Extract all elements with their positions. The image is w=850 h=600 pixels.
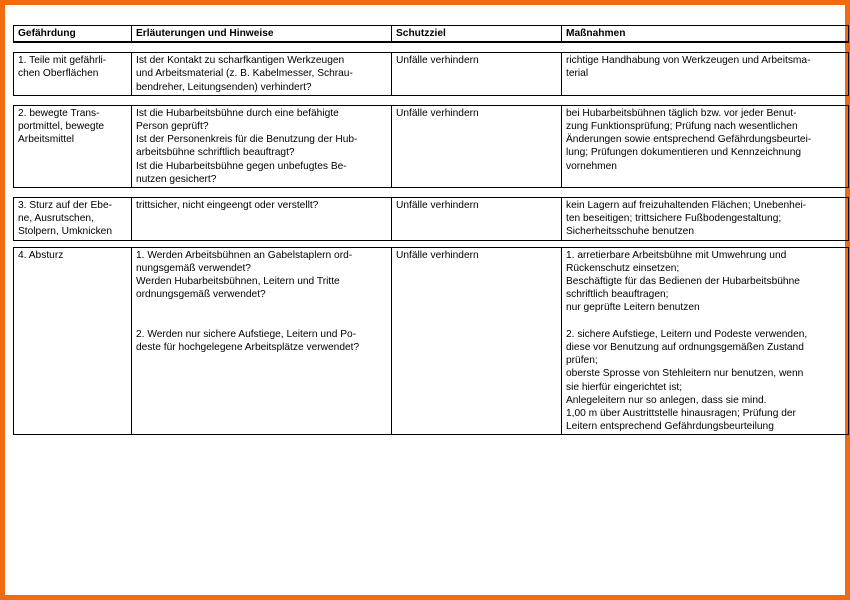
goal-cell: Unfälle verhindern	[392, 198, 562, 241]
hazard-assessment-table	[13, 25, 849, 435]
hazard-cell: 1. Teile mit gefährli- chen Oberflächen	[14, 53, 132, 96]
measures-cell: 1. arretierbare Arbeitsbühne mit Umwehrung und Rückenschutz einsetzen; Beschäftigte für das Bedienen der Hubarbeitsbühne schriftlich beauftragen; nur geprüfte Leitern benutzen 2. sichere Aufstiege, Leitern und Podeste verwenden, diese vor Benutzung auf ordnungsgemäßen Zustand prüfen; oberste Sprosse von Stehleitern nur benutzen, wenn sie hierfür eingerichtet ist; Anlegeleitern nur so anlegen, dass sie mind. 1,00 m über Austrittstelle hinausragen; Prüfung der Leitern entsprechend Gefährdungsbeurteilung	[562, 247, 849, 435]
measures-cell: bei Hubarbeitsbühnen täglich bzw. vor jeder Benut- zung Funktionsprüfung; Prüfung nach wesentlichen Änderungen sowie entsprechend Gefährdungsbeurtei- lung; Prüfungen dokumentieren und Kennzeichnung vornehmen	[562, 105, 849, 187]
table-row	[14, 105, 849, 187]
hazard-table-sheet	[13, 25, 848, 435]
header-measures: Maßnahmen	[562, 26, 849, 43]
table-row	[14, 53, 849, 96]
measures-cell: kein Lagern auf freizuhaltenden Flächen; Unebenhei- ten beseitigen; trittsichere Fußbodengestaltung; Sicherheitsschuhe benutzen	[562, 198, 849, 241]
table-row	[14, 198, 849, 241]
notes-cell: Ist die Hubarbeitsbühne durch eine befähigte Person geprüft? Ist der Personenkreis für die Benutzung der Hub- arbeitsbühne schriftlich beauftragt? Ist die Hubarbeitsbühne gegen unbefugtes Be- nutzen gesichert?	[132, 105, 392, 187]
notes-cell: trittsicher, nicht eingeengt oder verstellt?	[132, 198, 392, 241]
table-header-row	[14, 26, 849, 43]
hazard-cell: 2. bewegte Trans- portmittel, bewegte Arbeitsmittel	[14, 105, 132, 187]
header-hazard: Gefährdung	[14, 26, 132, 43]
goal-cell: Unfälle verhindern	[392, 105, 562, 187]
notes-cell: Ist der Kontakt zu scharfkantigen Werkzeugen und Arbeitsmaterial (z. B. Kabelmesser, Schrau- bendreher, Leitungsenden) verhindert?	[132, 53, 392, 96]
table-row	[14, 247, 849, 435]
goal-cell: Unfälle verhindern	[392, 247, 562, 435]
header-notes: Erläuterungen und Hinweise	[132, 26, 392, 43]
goal-cell: Unfälle verhindern	[392, 53, 562, 96]
hazard-cell: 4. Absturz	[14, 247, 132, 435]
measures-cell: richtige Handhabung von Werkzeugen und Arbeitsma- terial	[562, 53, 849, 96]
notes-cell: 1. Werden Arbeitsbühnen an Gabelstaplern ord- nungsgemäß verwendet? Werden Hubarbeitsbühnen, Leitern und Tritte ordnungsgemäß verwendet? 2. Werden nur sichere Aufstiege, Leitern und Po- deste für hochgelegene Arbeitsplätze verwendet?	[132, 247, 392, 435]
header-goal: Schutzziel	[392, 26, 562, 43]
hazard-cell: 3. Sturz auf der Ebe- ne, Ausrutschen, Stolpern, Umknicken	[14, 198, 132, 241]
